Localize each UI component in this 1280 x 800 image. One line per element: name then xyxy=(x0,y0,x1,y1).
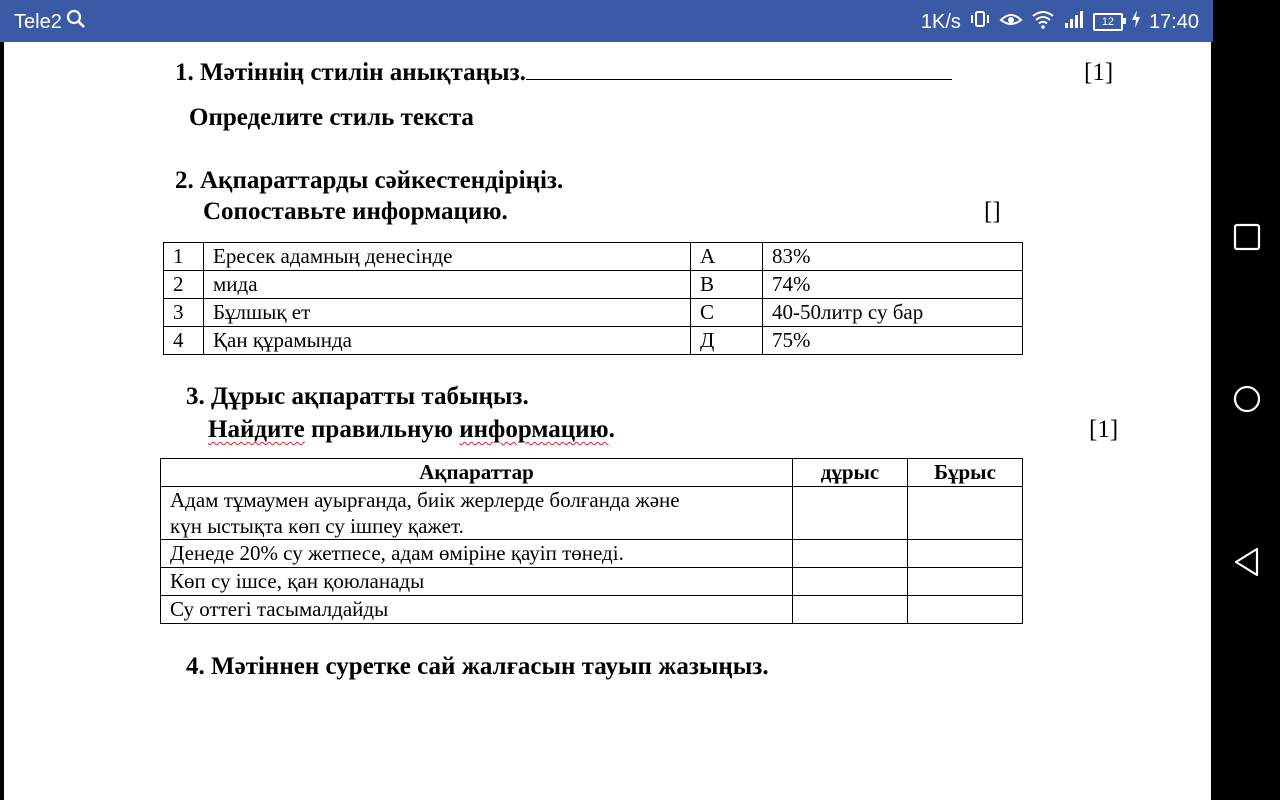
table-row xyxy=(161,487,1023,540)
document-page xyxy=(4,42,1211,800)
row-item: Қан құрамында xyxy=(204,327,691,355)
false-cell[interactable] xyxy=(908,568,1023,596)
eye-icon xyxy=(999,9,1023,35)
statement-cell: Денеде 20% су жетпесе, адам өміріне қауіп төнеді. xyxy=(161,540,793,568)
row-number: 4 xyxy=(164,327,204,355)
row-value: 40-50литр су бар xyxy=(763,299,1023,327)
false-cell[interactable] xyxy=(908,596,1023,624)
table-header xyxy=(161,459,1023,487)
question-2-score: [] xyxy=(984,198,1001,225)
row-value: 75% xyxy=(763,327,1023,355)
row-letter: С xyxy=(691,299,763,327)
true-cell[interactable] xyxy=(793,596,908,624)
statement-cell: Су оттегі тасымалдайды xyxy=(161,596,793,624)
header-true: дұрыс xyxy=(793,459,908,487)
search-icon[interactable] xyxy=(66,9,86,35)
true-false-table xyxy=(160,458,1023,624)
spellcheck-word: информацию xyxy=(459,416,609,443)
header-info: Ақпараттар xyxy=(161,459,793,487)
false-cell[interactable] xyxy=(908,540,1023,568)
question-3-subtitle: Найдите правильную информацию. xyxy=(208,416,615,443)
question-1-subtitle: Определите стиль текста xyxy=(189,104,474,131)
row-item: Ересек адамның денесінде xyxy=(204,243,691,271)
question-2-title: 2. Ақпараттарды сәйкестендіріңіз. xyxy=(175,167,564,194)
question-3-title: 3. Дұрыс ақпаратты табыңыз. xyxy=(186,383,529,410)
status-bar xyxy=(0,0,1213,42)
question-1-title: 1. Мәтіннің стилін анықтаңыз. xyxy=(175,59,952,87)
navigation-bar xyxy=(1213,0,1280,800)
row-item: мида xyxy=(204,271,691,299)
table-row xyxy=(164,243,1023,271)
true-cell[interactable] xyxy=(793,540,908,568)
charging-icon xyxy=(1131,10,1141,34)
row-letter: В xyxy=(691,271,763,299)
row-letter: А xyxy=(691,243,763,271)
row-value: 83% xyxy=(763,243,1023,271)
row-number: 2 xyxy=(164,271,204,299)
statement-cell: Көп су ішсе, қан қоюланады xyxy=(161,568,793,596)
signal-icon xyxy=(1063,9,1085,35)
table-row xyxy=(161,540,1023,568)
question-1-score: [1] xyxy=(1084,59,1114,86)
row-value: 74% xyxy=(763,271,1023,299)
recent-apps-icon[interactable] xyxy=(1233,223,1261,251)
table-row xyxy=(161,596,1023,624)
row-item: Бұлшық ет xyxy=(204,299,691,327)
row-number: 3 xyxy=(164,299,204,327)
spellcheck-word: Найдите xyxy=(208,416,305,443)
true-cell[interactable] xyxy=(793,568,908,596)
question-2-subtitle: Сопоставьте информацию. xyxy=(203,198,508,225)
answer-line xyxy=(526,59,952,80)
home-icon[interactable] xyxy=(1233,385,1261,413)
vibrate-icon xyxy=(969,9,991,35)
false-cell[interactable] xyxy=(908,487,1023,540)
question-4-title: 4. Мәтіннен суретке сай жалғасын тауып жазыңыз. xyxy=(186,653,769,680)
table-row xyxy=(161,568,1023,596)
network-speed: 1K/s xyxy=(920,10,961,33)
carrier-label: Tele2 xyxy=(14,10,62,33)
table-row xyxy=(164,271,1023,299)
true-cell[interactable] xyxy=(793,487,908,540)
table-row xyxy=(164,299,1023,327)
header-false: Бұрыс xyxy=(908,459,1023,487)
battery-icon: 12 xyxy=(1093,13,1123,31)
matching-table xyxy=(163,242,1023,355)
statement-cell: Адам тұмаумен ауырғанда, биік жерлерде болғанда және күн ыстықта көп су ішпеу қажет. xyxy=(161,487,793,540)
table-row xyxy=(164,327,1023,355)
back-icon[interactable] xyxy=(1233,547,1261,575)
row-letter: Д xyxy=(691,327,763,355)
clock: 17:40 xyxy=(1148,10,1199,33)
wifi-icon xyxy=(1031,9,1055,35)
row-number: 1 xyxy=(164,243,204,271)
question-3-score: [1] xyxy=(1089,416,1119,443)
